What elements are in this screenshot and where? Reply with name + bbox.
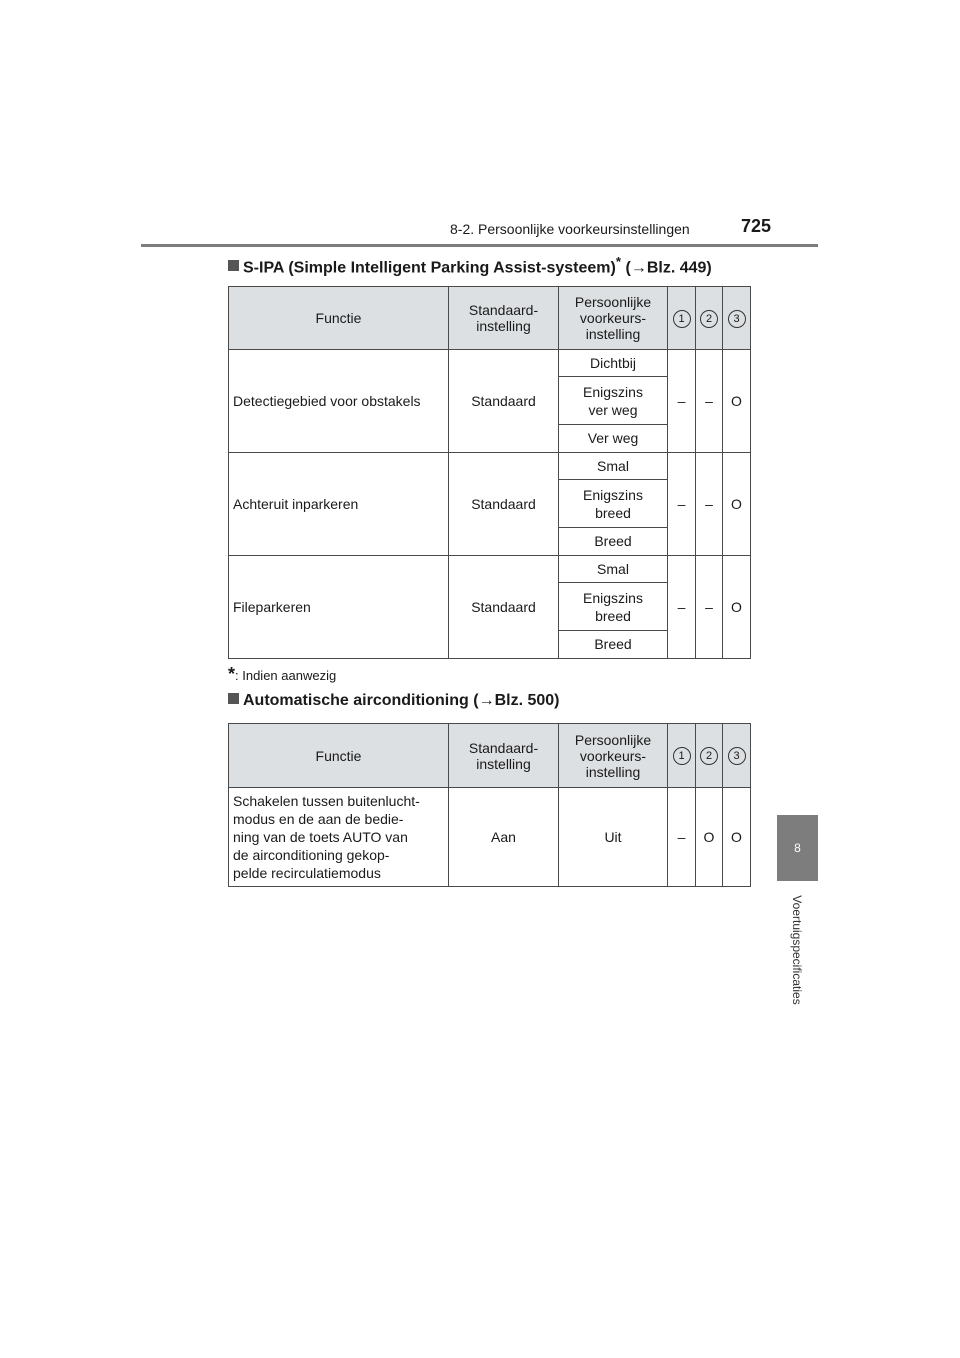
- row-function: Schakelen tussen buitenlucht- modus en de aan de bedie- ning van de toets AUTO van de airconditioning gekop- pelde recirculatiemodus: [229, 788, 449, 887]
- mark-col-2: –: [696, 556, 723, 659]
- option-cell: Enigszins breed: [559, 583, 667, 631]
- section-title: S-IPA (Simple Intelligent Parking Assist-systeem): [243, 259, 616, 277]
- row-options: [559, 556, 668, 659]
- header-col-1: [668, 287, 696, 350]
- table-header-row: [229, 287, 751, 350]
- header-custom: Persoonlijke voorkeurs- instelling: [559, 287, 668, 350]
- mark-col-3: O: [723, 350, 751, 453]
- row-default: Standaard: [449, 350, 559, 453]
- row-default: Standaard: [449, 556, 559, 659]
- aircon-settings-table: [228, 723, 751, 887]
- circled-number-3: 3: [728, 747, 746, 765]
- header-col-2: [696, 724, 723, 788]
- mark-col-2: –: [696, 350, 723, 453]
- chapter-label: Voertuigspecificaties: [790, 895, 804, 1005]
- footnote: [228, 664, 336, 685]
- header-title: 8-2. Persoonlijke voorkeursinstellingen: [450, 221, 690, 237]
- mark-col-1: –: [668, 788, 696, 887]
- mark-col-1: –: [668, 556, 696, 659]
- option-cell: Smal: [559, 453, 667, 480]
- option-cell: Ver weg: [587, 430, 639, 446]
- page-reference: (→Blz. 449): [625, 259, 712, 277]
- row-function: Detectiegebied voor obstakels: [229, 350, 449, 453]
- option-cell: Enigszins breed: [559, 480, 667, 528]
- option-cell: Enigszins ver weg: [559, 377, 667, 425]
- mark-col-3: O: [723, 788, 751, 887]
- header-function: Functie: [229, 724, 449, 788]
- table-row: [229, 556, 751, 659]
- option-cell: Dichtbij: [559, 350, 667, 377]
- header-default: Standaard- instelling: [449, 287, 559, 350]
- mark-col-2: –: [696, 453, 723, 556]
- square-bullet-icon: [228, 260, 239, 271]
- section-title: Automatische airconditioning: [243, 692, 469, 709]
- circled-number-1: 1: [673, 747, 691, 765]
- mark-col-2: O: [696, 788, 723, 887]
- row-options: [559, 453, 668, 556]
- section-heading-aircon: [228, 692, 560, 710]
- row-default: Aan: [449, 788, 559, 887]
- header-col-2: [696, 287, 723, 350]
- header-col-3: [723, 724, 751, 788]
- asterisk-mark: *: [615, 254, 622, 269]
- mark-col-3: O: [723, 453, 751, 556]
- table-row: [229, 350, 751, 453]
- circled-number-3: 3: [728, 310, 746, 328]
- header-rule: [141, 244, 818, 247]
- row-option: Uit: [559, 788, 668, 887]
- table-row: [229, 453, 751, 556]
- page-number: 725: [741, 216, 772, 236]
- square-bullet-icon: [228, 693, 239, 704]
- section-heading-sipa: [228, 254, 712, 277]
- header-col-1: [668, 724, 696, 788]
- row-default: Standaard: [449, 453, 559, 556]
- mark-col-3: O: [723, 556, 751, 659]
- table-row: [229, 788, 751, 887]
- header-col-3: [723, 287, 751, 350]
- row-function: Fileparkeren: [229, 556, 449, 659]
- header-function: Functie: [229, 287, 449, 350]
- footnote-asterisk: *: [228, 664, 236, 684]
- row-options: [559, 350, 668, 453]
- mark-col-1: –: [668, 453, 696, 556]
- option-cell: Breed: [594, 636, 632, 652]
- page-reference: (→Blz. 500): [473, 692, 560, 709]
- circled-number-2: 2: [700, 747, 718, 765]
- footnote-text: : Indien aanwezig: [235, 668, 337, 683]
- chapter-tab: 8: [777, 815, 818, 881]
- option-cell: Smal: [559, 556, 667, 583]
- option-cell: Breed: [594, 533, 632, 549]
- header-custom: Persoonlijke voorkeurs- instelling: [559, 724, 668, 788]
- header-default: Standaard- instelling: [449, 724, 559, 788]
- sipa-settings-table: [228, 286, 751, 659]
- mark-col-1: –: [668, 350, 696, 453]
- circled-number-2: 2: [700, 310, 718, 328]
- table-header-row: [229, 724, 751, 788]
- row-function: Achteruit inparkeren: [229, 453, 449, 556]
- circled-number-1: 1: [673, 310, 691, 328]
